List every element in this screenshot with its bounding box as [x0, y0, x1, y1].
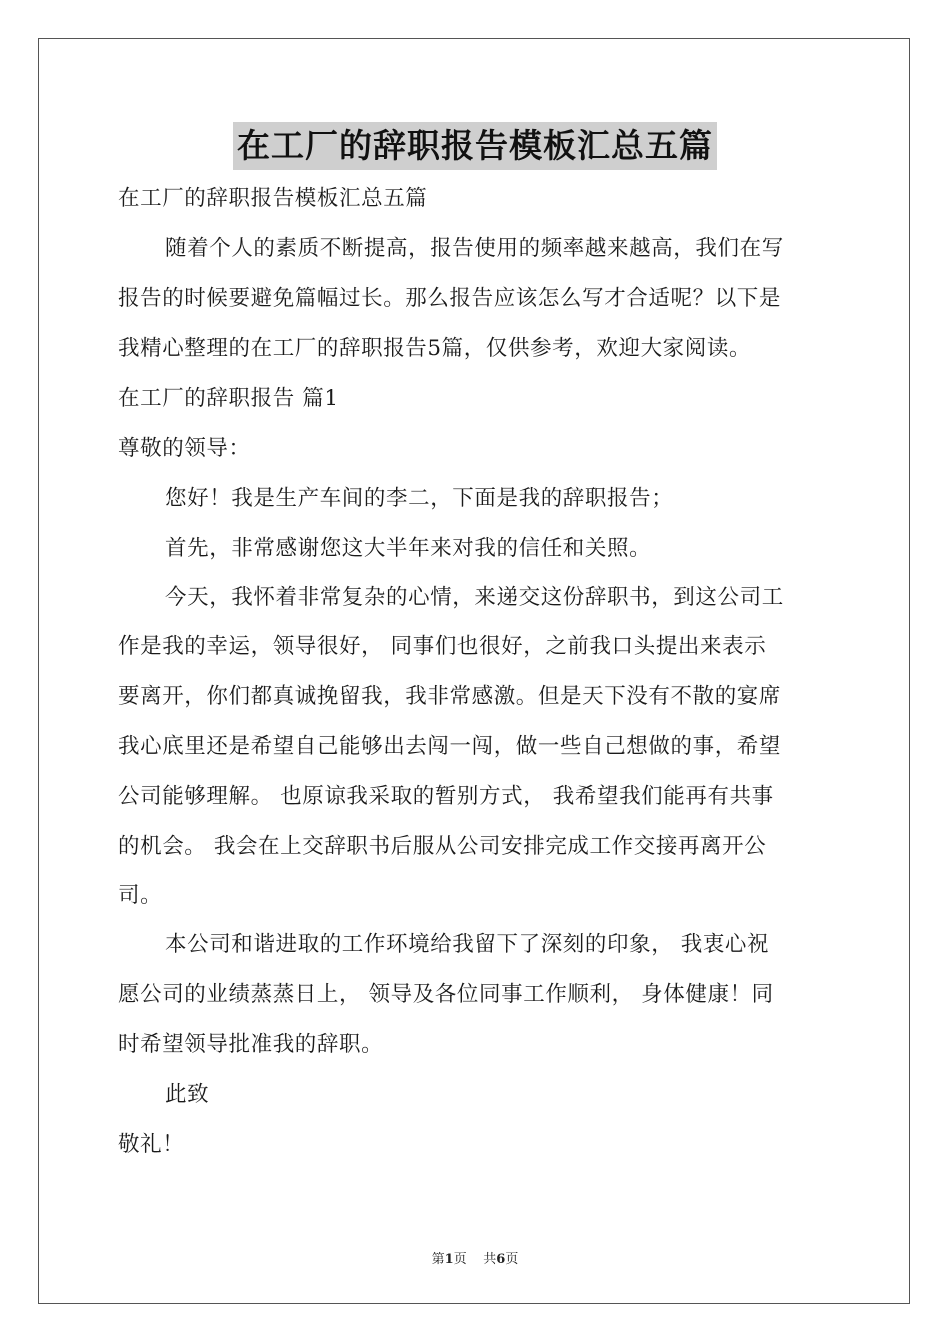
paragraph-line: 您好！我是生产车间的李二，下面是我的辞职报告； [165, 486, 674, 511]
section-heading: 在工厂的辞职报告 篇1 [118, 386, 339, 411]
total-suffix: 页 [505, 1252, 519, 1267]
closing-line: 此致 [165, 1082, 210, 1107]
paragraph-line: 公司能够理解。 也原谅我采取的暂别方式， 我希望我们能再有共事 [118, 784, 774, 809]
paragraph-line: 报告的时候要避免篇幅过长。那么报告应该怎么写才合适呢？以下是 [118, 286, 782, 311]
total-prefix: 共 [483, 1252, 497, 1267]
page-border [38, 38, 910, 1304]
title-container [0, 122, 950, 170]
paragraph-line: 首先，非常感谢您这大半年来对我的信任和关照。 [165, 536, 652, 561]
paragraph-line: 今天，我怀着非常复杂的心情，来递交这份辞职书，到这公司工 [165, 585, 784, 610]
closing-line: 敬礼！ [118, 1132, 185, 1157]
page-number: 1 [444, 1252, 454, 1267]
page-prefix: 第 [431, 1252, 445, 1267]
salutation: 尊敬的领导： [118, 436, 251, 461]
paragraph-line: 时希望领导批准我的辞职。 [118, 1032, 384, 1057]
total-pages: 6 [496, 1252, 506, 1267]
subtitle-line: 在工厂的辞职报告模板汇总五篇 [118, 186, 428, 211]
paragraph-line: 要离开，你们都真诚挽留我，我非常感激。但是天下没有不散的宴席 [118, 684, 782, 709]
paragraph-line: 我精心整理的在工厂的辞职报告5篇，仅供参考，欢迎大家阅读。 [118, 336, 752, 361]
paragraph-line: 随着个人的素质不断提高，报告使用的频率越来越高，我们在写 [165, 236, 784, 261]
paragraph-line: 愿公司的业绩蒸蒸日上， 领导及各位同事工作顺利， 身体健康！同 [118, 982, 774, 1007]
paragraph-line: 我心底里还是希望自己能够出去闯一闯，做一些自己想做的事，希望 [118, 734, 782, 759]
page-footer [0, 1248, 950, 1267]
paragraph-line: 本公司和谐进取的工作环境给我留下了深刻的印象， 我衷心祝 [165, 932, 770, 957]
document-title: 在工厂的辞职报告模板汇总五篇 [233, 122, 717, 170]
page-suffix: 页 [453, 1252, 467, 1267]
paragraph-line: 的机会。 我会在上交辞职书后服从公司安排完成工作交接再离开公 [118, 834, 767, 859]
paragraph-line: 作是我的幸运，领导很好， 同事们也很好，之前我口头提出来表示 [118, 634, 767, 659]
paragraph-line: 司。 [118, 883, 163, 908]
